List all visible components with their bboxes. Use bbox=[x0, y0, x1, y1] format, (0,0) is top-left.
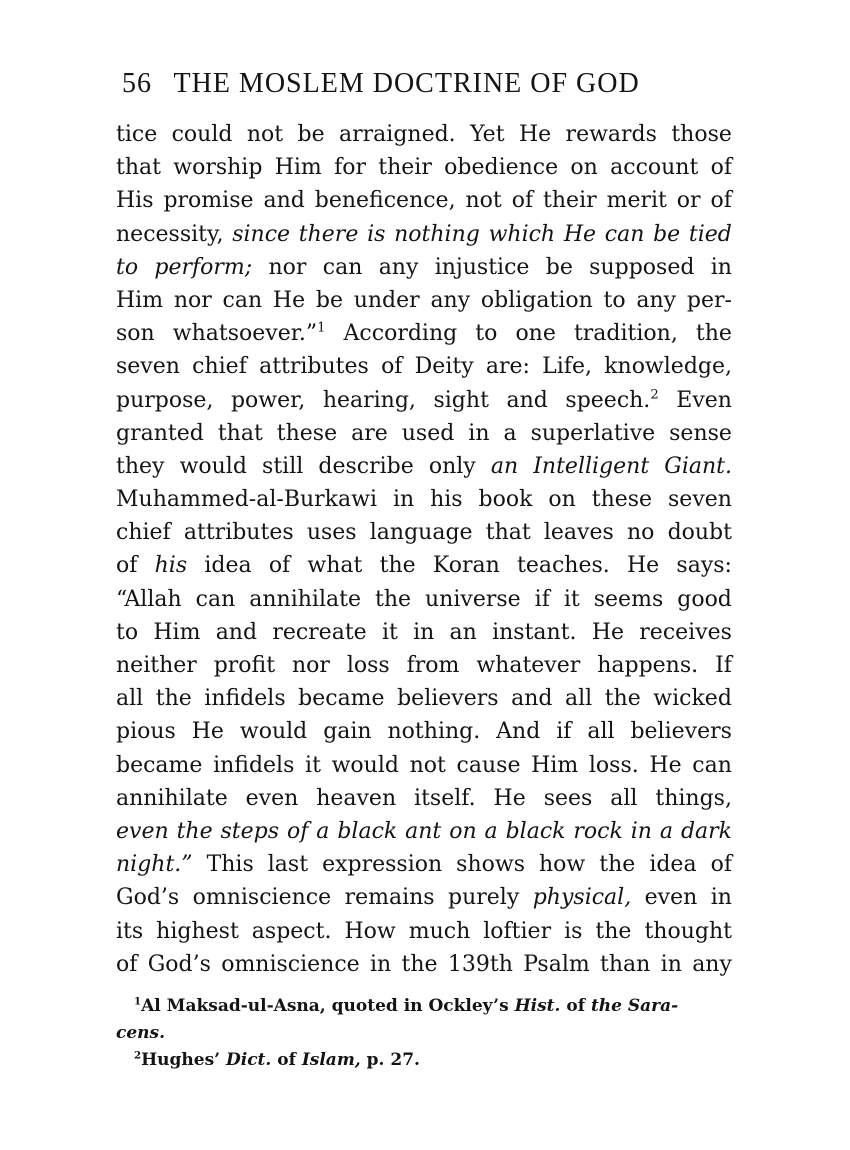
word: the bbox=[604, 686, 641, 712]
word: the bbox=[401, 951, 438, 977]
word: power, bbox=[230, 387, 306, 413]
word: any bbox=[378, 254, 419, 280]
word: in bbox=[370, 951, 392, 977]
word: and bbox=[263, 188, 305, 214]
word: and bbox=[506, 387, 548, 413]
text-line bbox=[116, 218, 732, 251]
word: universe bbox=[425, 586, 521, 612]
word: omniscience bbox=[192, 885, 332, 911]
word: Koran bbox=[432, 553, 500, 579]
word: describe bbox=[318, 453, 414, 479]
word: his bbox=[430, 487, 463, 513]
word: Intelligent bbox=[533, 453, 650, 479]
word: sense bbox=[669, 420, 732, 446]
word: Giant. bbox=[664, 453, 732, 479]
word: its bbox=[116, 918, 144, 944]
word: expression bbox=[322, 852, 443, 878]
footnote-text: Sara- bbox=[627, 996, 679, 1016]
word: speech. bbox=[565, 387, 651, 413]
word: be bbox=[297, 122, 325, 147]
running-header bbox=[122, 68, 742, 108]
word: hearing, bbox=[322, 387, 416, 413]
footnote-text: Islam, bbox=[301, 1050, 361, 1070]
word: He bbox=[649, 752, 682, 778]
word: can bbox=[322, 254, 363, 280]
word: necessity, bbox=[116, 221, 224, 247]
word: chief bbox=[192, 354, 247, 380]
word: any bbox=[692, 951, 732, 977]
word: Him bbox=[116, 287, 164, 313]
word: black bbox=[505, 818, 566, 844]
word: This bbox=[206, 852, 254, 878]
word: account bbox=[610, 155, 699, 181]
text-line bbox=[116, 583, 732, 616]
word: cause bbox=[456, 752, 521, 778]
word: And bbox=[496, 719, 541, 745]
word: loss. bbox=[588, 752, 639, 778]
footnote-marker: 1 bbox=[317, 320, 326, 336]
word: Psalm bbox=[523, 951, 590, 977]
word: rock bbox=[573, 818, 623, 844]
word: the bbox=[695, 321, 732, 347]
text-line bbox=[116, 516, 732, 549]
word: would bbox=[239, 719, 308, 745]
word: Him bbox=[531, 752, 579, 778]
word: not bbox=[465, 188, 502, 214]
word: their bbox=[543, 188, 597, 214]
word: only bbox=[428, 453, 476, 479]
text-line bbox=[116, 151, 732, 184]
word: one bbox=[515, 321, 556, 347]
word: seems bbox=[593, 586, 664, 612]
word: “Allah bbox=[116, 586, 182, 612]
footnote-marker: 2 bbox=[650, 387, 659, 403]
word: and bbox=[511, 686, 553, 712]
text-line bbox=[116, 715, 732, 748]
word: If bbox=[715, 653, 732, 678]
word: ant bbox=[405, 818, 442, 844]
word: believers bbox=[397, 686, 499, 712]
word: pious bbox=[116, 719, 176, 745]
text-line bbox=[116, 384, 732, 417]
text-line bbox=[116, 184, 732, 217]
word: God’s bbox=[116, 885, 180, 911]
word: last bbox=[267, 852, 309, 878]
word: it bbox=[305, 752, 321, 778]
word: annihilate bbox=[116, 785, 228, 811]
word: would bbox=[179, 453, 247, 479]
word: Muhammed-al-Burkawi bbox=[116, 487, 377, 513]
word: of bbox=[511, 188, 534, 214]
word: wicked bbox=[653, 686, 732, 712]
word: worship bbox=[173, 155, 263, 181]
word: infidels bbox=[204, 686, 286, 712]
text-line bbox=[116, 450, 732, 483]
word: in bbox=[630, 818, 652, 844]
word: became bbox=[298, 686, 385, 712]
word-with-marker bbox=[565, 384, 658, 417]
word: the bbox=[379, 553, 416, 579]
word: tice bbox=[116, 122, 158, 147]
word: which bbox=[488, 221, 556, 247]
word: his bbox=[154, 553, 188, 579]
footnote-text: the bbox=[590, 996, 622, 1016]
word: promise bbox=[163, 188, 254, 214]
text-line bbox=[116, 549, 732, 582]
word: they bbox=[116, 453, 165, 479]
word: merit bbox=[606, 188, 667, 214]
word: things, bbox=[655, 785, 732, 811]
word: He bbox=[591, 619, 625, 645]
word: purpose, bbox=[116, 387, 214, 413]
word: no bbox=[626, 520, 655, 546]
word: than bbox=[600, 951, 651, 977]
word: receives bbox=[639, 619, 732, 645]
word: infidels bbox=[213, 752, 295, 778]
word: on bbox=[570, 155, 598, 181]
word: there bbox=[298, 221, 359, 247]
footnote-text: of bbox=[560, 996, 591, 1016]
word: Deity bbox=[414, 354, 474, 380]
word: or bbox=[676, 188, 701, 214]
word: not bbox=[246, 122, 284, 147]
word: can bbox=[692, 752, 732, 778]
word: night.” bbox=[116, 852, 193, 878]
word: be bbox=[545, 254, 573, 280]
word: Him bbox=[274, 155, 322, 181]
word: tied bbox=[688, 221, 732, 247]
word: any bbox=[636, 287, 677, 313]
word: how bbox=[539, 852, 586, 878]
word: that bbox=[217, 420, 263, 446]
word: not bbox=[409, 752, 446, 778]
word: chief bbox=[116, 520, 171, 546]
word: in bbox=[468, 420, 490, 446]
word: perform; bbox=[154, 254, 253, 280]
word: whatever bbox=[476, 653, 581, 678]
word: since bbox=[232, 221, 291, 247]
word: could bbox=[171, 122, 233, 147]
word: a bbox=[484, 818, 498, 844]
word: and bbox=[215, 619, 258, 645]
word: an bbox=[490, 453, 519, 479]
word: that bbox=[485, 520, 531, 546]
word: all bbox=[587, 719, 615, 745]
word: thought bbox=[644, 918, 732, 944]
text-line bbox=[116, 649, 732, 682]
footnote-text: Al Maksad-ul-Asna, quoted in Ockley’s bbox=[141, 996, 515, 1016]
word: aspect. bbox=[251, 918, 332, 944]
word: an bbox=[449, 619, 477, 645]
word-with-marker bbox=[173, 317, 326, 350]
text-line bbox=[116, 848, 732, 881]
word: to bbox=[116, 254, 139, 280]
word: that bbox=[116, 155, 161, 181]
word: is bbox=[564, 918, 583, 944]
word: obligation bbox=[480, 287, 593, 313]
word: loftier bbox=[483, 918, 552, 944]
word: to bbox=[603, 287, 626, 313]
footnote-text: Dict. bbox=[226, 1050, 272, 1070]
footnote-continuation bbox=[116, 1020, 732, 1047]
word: all bbox=[610, 785, 638, 811]
word: idea bbox=[204, 553, 252, 579]
word: tradition, bbox=[573, 321, 678, 347]
word: language bbox=[369, 520, 473, 546]
word: of bbox=[710, 155, 732, 181]
word: neither bbox=[116, 653, 197, 678]
word: nor bbox=[291, 653, 330, 678]
word: all bbox=[564, 686, 593, 712]
word: He bbox=[191, 719, 224, 745]
word: per- bbox=[686, 287, 732, 313]
word: granted bbox=[116, 420, 204, 446]
word: became bbox=[116, 752, 203, 778]
footnote bbox=[116, 1047, 732, 1074]
word: Him bbox=[153, 619, 201, 645]
word: idea bbox=[649, 852, 697, 878]
footnote-number: 2 bbox=[134, 1049, 142, 1062]
word: those bbox=[671, 122, 732, 147]
word: any bbox=[430, 287, 471, 313]
word: leaves bbox=[543, 520, 614, 546]
word: How bbox=[344, 918, 396, 944]
word: the bbox=[595, 918, 632, 944]
word: Life, bbox=[542, 354, 592, 380]
word: on bbox=[548, 487, 576, 513]
word: remains bbox=[344, 885, 435, 911]
word: these bbox=[591, 487, 653, 513]
word: nothing. bbox=[387, 719, 481, 745]
word: dark bbox=[680, 818, 732, 844]
text-line bbox=[116, 118, 732, 151]
text-line bbox=[116, 350, 732, 383]
word: teaches. bbox=[516, 553, 610, 579]
text-line bbox=[116, 284, 732, 317]
text-line bbox=[116, 616, 732, 649]
word: According bbox=[343, 321, 458, 347]
word: even bbox=[644, 885, 698, 911]
text-line bbox=[116, 948, 732, 981]
word: their bbox=[378, 155, 432, 181]
word: is bbox=[367, 221, 386, 247]
word: sight bbox=[433, 387, 489, 413]
word: in bbox=[710, 254, 732, 280]
word: can bbox=[222, 287, 263, 313]
word: the bbox=[176, 818, 213, 844]
word: of bbox=[286, 818, 309, 844]
text-line bbox=[116, 251, 732, 284]
word: loss bbox=[346, 653, 390, 678]
word: He bbox=[563, 221, 597, 247]
word: of bbox=[381, 354, 403, 380]
word: good bbox=[677, 586, 732, 612]
body-text bbox=[116, 118, 732, 981]
word: would bbox=[331, 752, 399, 778]
word: whatsoever.” bbox=[172, 321, 318, 347]
text-line bbox=[116, 782, 732, 815]
word: of bbox=[116, 553, 138, 579]
word: superlative bbox=[530, 420, 656, 446]
word: gain bbox=[323, 719, 372, 745]
word: shows bbox=[456, 852, 525, 878]
text-line bbox=[116, 483, 732, 516]
word: steps bbox=[220, 818, 280, 844]
footnote-text: of bbox=[271, 1050, 302, 1070]
word: of bbox=[710, 852, 732, 878]
word: injustice bbox=[434, 254, 530, 280]
word: He bbox=[518, 122, 552, 147]
word: He bbox=[493, 785, 526, 811]
word: a bbox=[316, 818, 330, 844]
word: 139th bbox=[447, 951, 513, 977]
word: in bbox=[660, 951, 682, 977]
text-line bbox=[116, 417, 732, 450]
word: it bbox=[563, 586, 580, 612]
footnote bbox=[116, 993, 732, 1020]
word: sees bbox=[543, 785, 593, 811]
word: book bbox=[478, 487, 533, 513]
text-line bbox=[116, 682, 732, 715]
word: in bbox=[392, 487, 415, 513]
word: son bbox=[116, 321, 155, 347]
word: still bbox=[262, 453, 304, 479]
running-title: THE MOSLEM DOCTRINE OF GOD bbox=[173, 68, 640, 99]
word: in bbox=[413, 619, 435, 645]
text-line bbox=[116, 317, 732, 350]
word: believers bbox=[630, 719, 732, 745]
word: beneficence, bbox=[314, 188, 456, 214]
word: Yet bbox=[470, 122, 505, 147]
word: obedience bbox=[444, 155, 559, 181]
word: He bbox=[626, 553, 660, 579]
word: in bbox=[710, 885, 732, 911]
word: of bbox=[710, 188, 732, 214]
word: highest bbox=[156, 918, 239, 944]
footnote-number: 1 bbox=[134, 995, 142, 1008]
word: even bbox=[245, 785, 299, 811]
text-line bbox=[116, 881, 732, 914]
text-line bbox=[116, 749, 732, 782]
word: if bbox=[534, 586, 550, 612]
word: are bbox=[351, 420, 388, 446]
word: of bbox=[116, 951, 138, 977]
word: profit bbox=[213, 653, 276, 678]
word: nor bbox=[268, 254, 307, 280]
footnote-text: cens. bbox=[116, 1023, 166, 1043]
word: recreate bbox=[272, 619, 367, 645]
text-line bbox=[116, 915, 732, 948]
word: arraigned. bbox=[339, 122, 456, 147]
word: nothing bbox=[394, 221, 480, 247]
word: attributes bbox=[183, 520, 294, 546]
word: of bbox=[268, 553, 291, 579]
word: on bbox=[449, 818, 477, 844]
word: if bbox=[556, 719, 572, 745]
word: His bbox=[116, 188, 154, 214]
word: under bbox=[353, 287, 420, 313]
word: says: bbox=[676, 553, 732, 579]
word: Even bbox=[676, 387, 732, 413]
word: knowledge, bbox=[604, 354, 732, 380]
word: annihilate bbox=[249, 586, 361, 612]
word: even bbox=[116, 818, 169, 844]
word: a bbox=[503, 420, 517, 446]
footnote-text: Hist. bbox=[514, 996, 561, 1016]
word: much bbox=[408, 918, 471, 944]
word: to bbox=[475, 321, 498, 347]
text-line bbox=[116, 815, 732, 848]
word: these bbox=[276, 420, 338, 446]
word: used bbox=[401, 420, 455, 446]
word: can bbox=[195, 586, 236, 612]
word: He bbox=[272, 287, 306, 313]
word: physical, bbox=[532, 885, 632, 911]
footnote-text: Hughes’ bbox=[141, 1050, 226, 1070]
word: uses bbox=[306, 520, 357, 546]
word: it bbox=[381, 619, 398, 645]
word: God’s bbox=[147, 951, 211, 977]
word: seven bbox=[116, 354, 180, 380]
word: all bbox=[116, 686, 144, 712]
footnotes bbox=[116, 993, 732, 1074]
word: for bbox=[334, 155, 366, 181]
word: from bbox=[406, 653, 460, 678]
word: the bbox=[155, 686, 192, 712]
word: to bbox=[116, 619, 139, 645]
word: nor bbox=[173, 287, 212, 313]
page-number: 56 bbox=[122, 68, 152, 99]
word: doubt bbox=[667, 520, 732, 546]
word: attributes bbox=[259, 354, 369, 380]
word: black bbox=[337, 818, 398, 844]
word: heaven bbox=[316, 785, 397, 811]
word: supposed bbox=[589, 254, 695, 280]
word: happens. bbox=[597, 653, 699, 678]
word: what bbox=[307, 553, 363, 579]
word: itself. bbox=[414, 785, 476, 811]
word: seven bbox=[668, 487, 732, 513]
word: be bbox=[653, 221, 681, 247]
word: purely bbox=[448, 885, 520, 911]
word: the bbox=[374, 586, 412, 612]
word: rewards bbox=[565, 122, 657, 147]
word: the bbox=[599, 852, 636, 878]
footnote-text: p. 27. bbox=[360, 1050, 420, 1070]
word: instant. bbox=[492, 619, 577, 645]
word: are: bbox=[485, 354, 530, 380]
word: be bbox=[315, 287, 343, 313]
word: a bbox=[659, 818, 674, 844]
word: omniscience bbox=[221, 951, 360, 977]
word: can bbox=[604, 221, 645, 247]
